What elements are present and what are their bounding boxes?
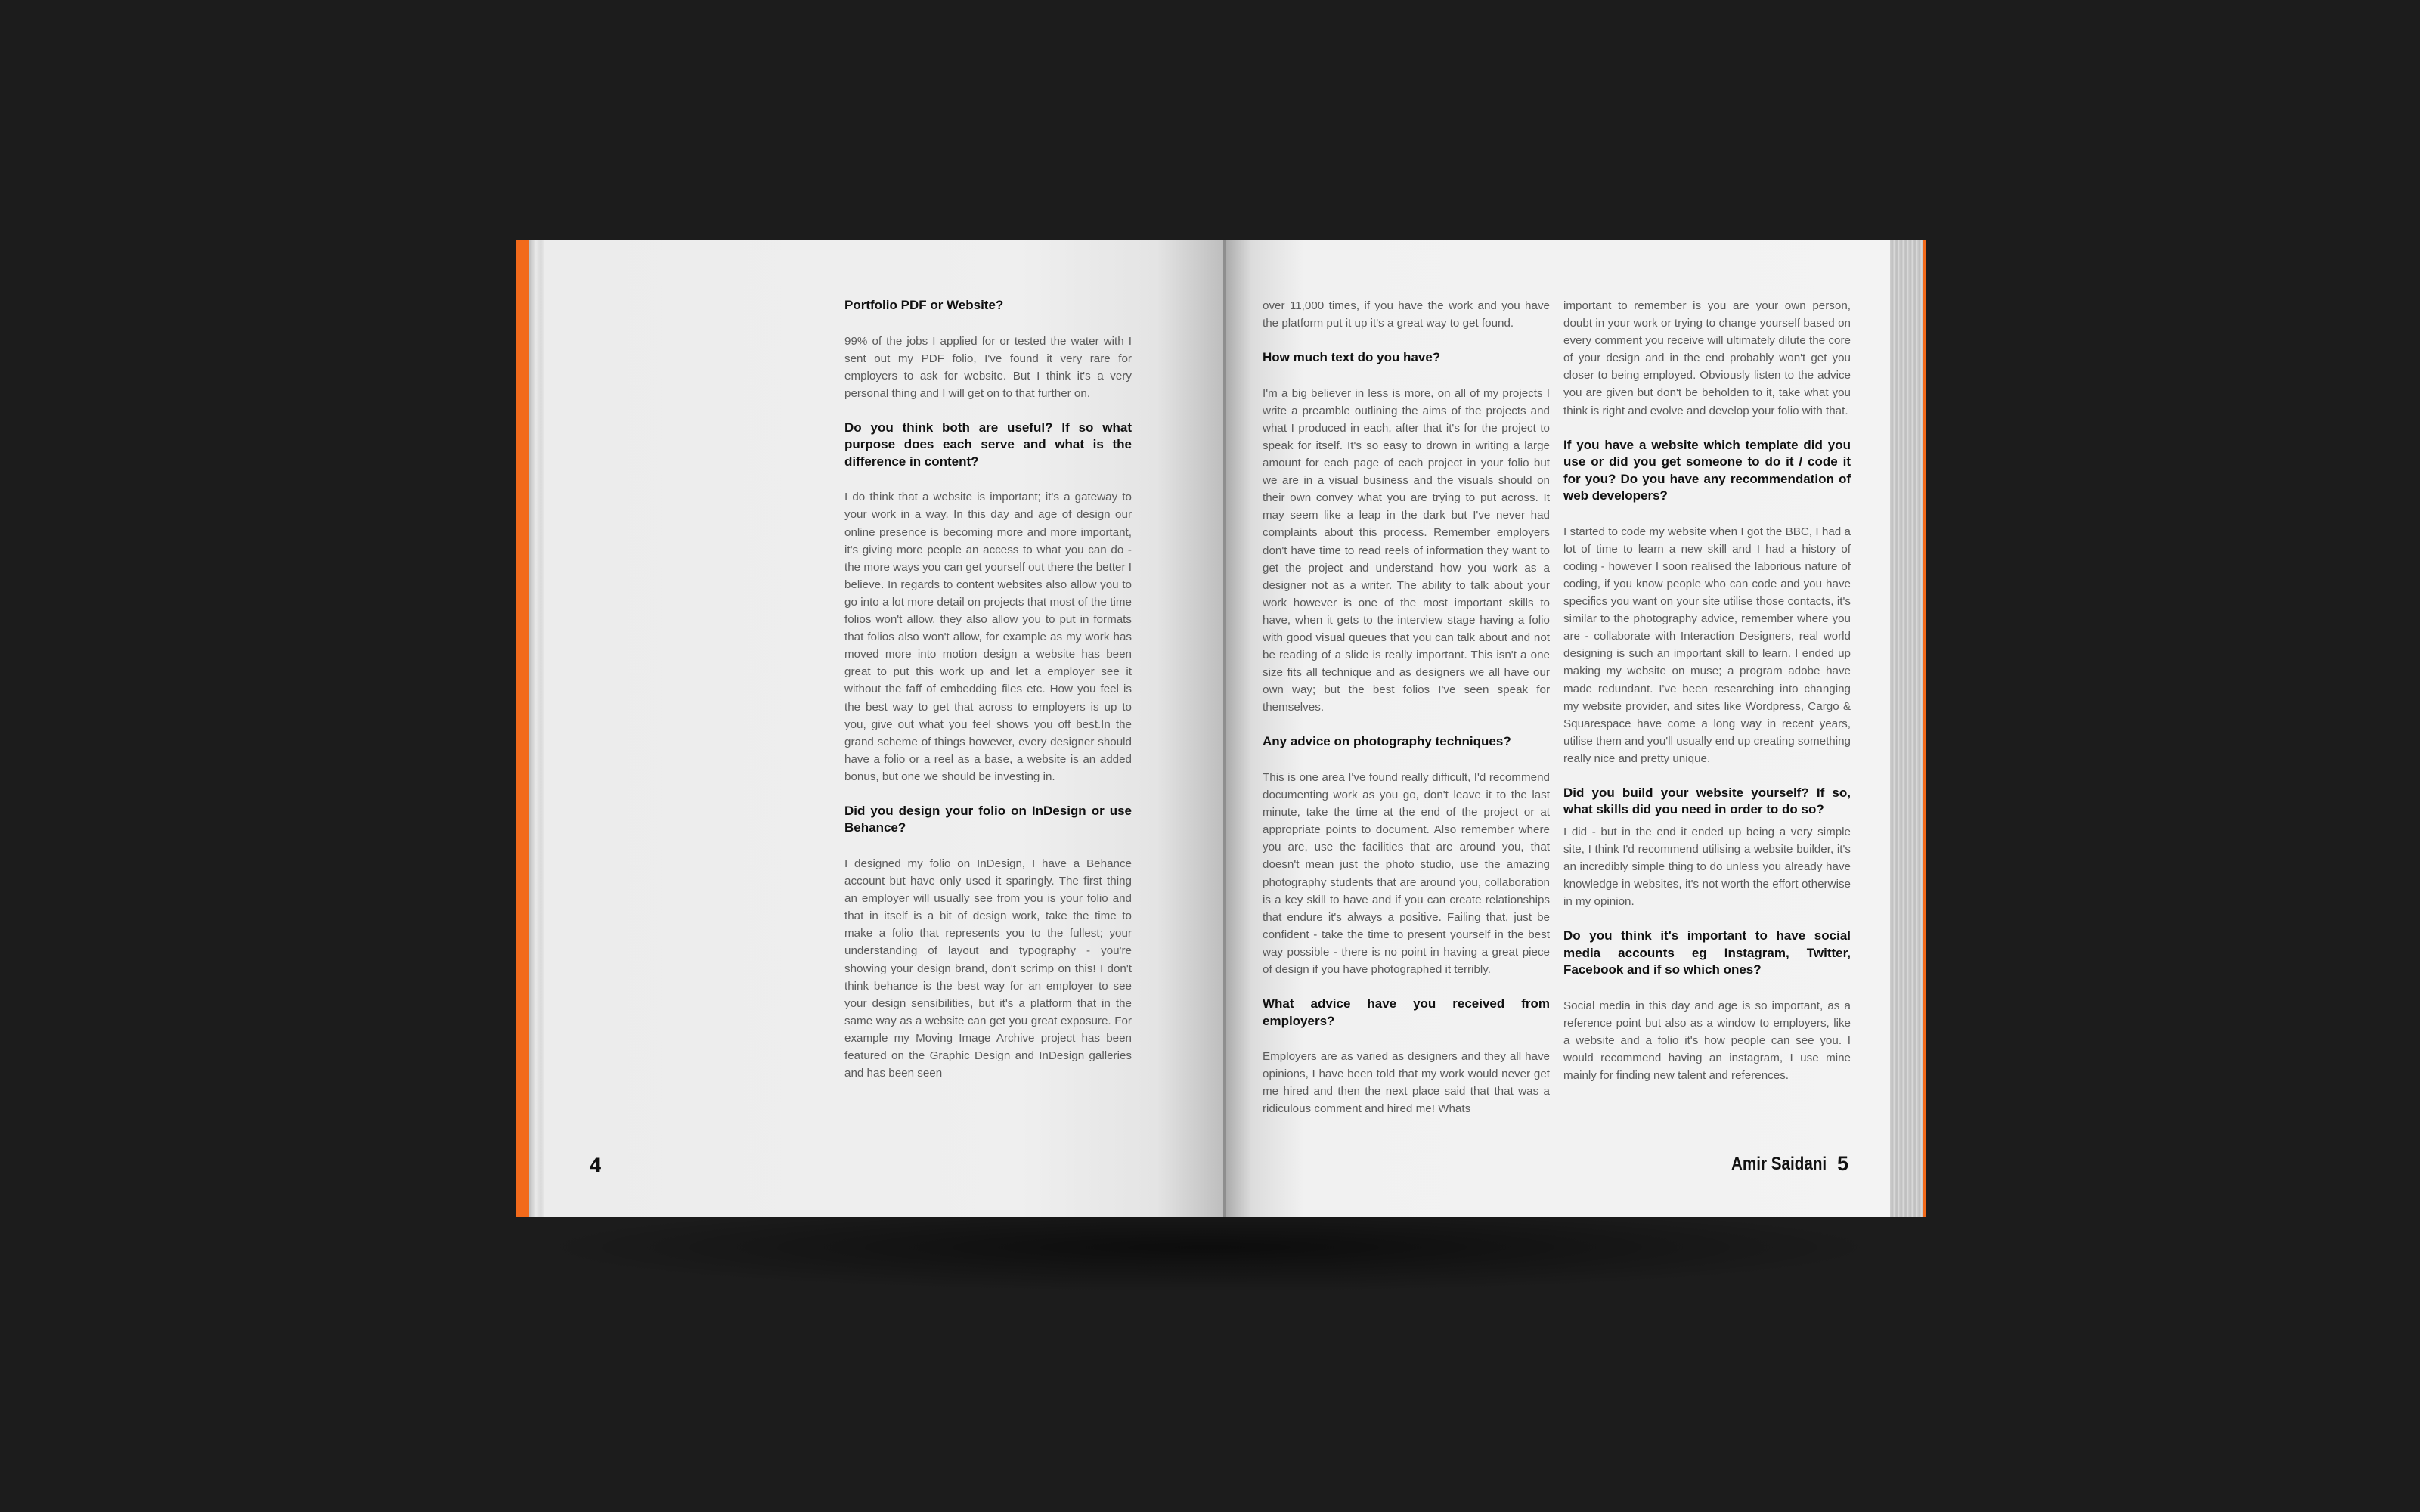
question-heading: If you have a website which template did you use or did you get someone to do it / code it for you? Do you have any recommendation of web developers?	[1563, 437, 1851, 503]
answer-paragraph: important to remember is you are your own person, doubt in your work or trying to change yourself based on every comment you receive will ultimately dilute the core of your design and in the end probably won't get you closer to being employed. Obviously listen to the advice you are given but don't be beholden to it, take what you think is right and evolve and develop your folio with that.	[1563, 299, 1851, 417]
right-page-column-1	[1263, 297, 1550, 1135]
answer-paragraph: over 11,000 times, if you have the work and you have the platform put it up it's a great way to get found.	[1263, 299, 1550, 330]
question-heading: Do you think both are useful? If so what purpose does each serve and what is the difference in content?	[844, 420, 1132, 469]
book-gutter	[1223, 240, 1226, 1217]
question-heading: What advice have you received from employers?	[1263, 996, 1550, 1028]
answer-paragraph: This is one area I've found really difficult, I'd recommend documenting work as you go, don't leave it to the last minute, take the time at the end of the project or at appropriate points to document. Also remember where you are, use the facilities that are around you, that doesn't mean just the photo studio, use the amazing photography students that are around you, collaboration is a key skill to have and if you can create relationships that endure it's always a positive. Failing that, just be confident - take the time to present yourself in the best way possible - there is no point in having a great piece of design if you have photographed it terribly.	[1263, 770, 1550, 976]
answer-paragraph: I started to code my website when I got the BBC, I had a lot of time to learn a new skill and I had a history of coding - however I soon realised the laborious nature of coding, if you know people who can code and you have specifics you want on your site utilise those contacts, it's similar to the photography advice, remember where you are - collaborate with Interaction Designers, real world designing is such an important skill to learn. I ended up making my website on muse; a program adobe have made redundant. I've been researching into changing my website provider, and sites like Wordpress, Cargo & Squarespace have come a long way in recent years, utilise them and you'll usually end up creating something really nice and pretty unique.	[1563, 525, 1851, 765]
question-heading: Did you design your folio on InDesign or use Behance?	[844, 803, 1132, 835]
back-cover-orange-edge	[1923, 240, 1926, 1217]
left-page-edges	[529, 240, 546, 1217]
right-page-column-2	[1563, 297, 1851, 1101]
question-heading: Do you think it's important to have social media accounts eg Instagram, Twitter, Facebook and if so which ones?	[1563, 928, 1851, 978]
question-heading: Did you build your website yourself? If so, what skills did you need in order to do so?	[1563, 785, 1851, 817]
left-page-number: 4	[590, 1154, 602, 1176]
question-heading: Any advice on photography techniques?	[1263, 734, 1511, 749]
answer-paragraph: Employers are as varied as designers and they all have opinions, I have been told that my work would never get me hired and then the next place said that that was a ridiculous comment and hired me! Whats	[1263, 1050, 1550, 1116]
right-page-edges	[1890, 240, 1923, 1217]
running-footer-author: Amir Saidani	[1731, 1154, 1827, 1174]
answer-paragraph: Social media in this day and age is so important, as a reference point but also as a window to employers, like a website and a folio it's how people can see you. I would recommend having an instagram, I use mine mainly for finding new talent and references.	[1563, 999, 1851, 1083]
answer-paragraph: I do think that a website is important; it's a gateway to your work in a way. In this day and age of design our online presence is becoming more and more important, it's giving more people an access to what you can do - the more ways you can get yourself out there the better I believe. In regards to content websites also allow you to go into a lot more detail on projects that most of the time folios won't allow, they also allow you to put in formats that folios also won't allow, for example as my work has moved more into motion design a website has been great to put this work up and let a employer see it without the faff of embedding files etc. How you feel is the best way to get that across to employers is up to you, give out what you feel shows you off best.In the grand scheme of things however, every designer should have a folio or a reel as a base, a website is an added bonus, but one we should be investing in.	[844, 491, 1132, 783]
answer-paragraph: I'm a big believer in less is more, on all of my projects I write a preamble outlining the aims of the projects and what I produced in each, after that it's for the project to speak for itself. It's so easy to drown in writing a large amount for each page of each project in your folio but we are in a visual business and the visuals should on their own convey what you are trying to put across. It may seem like a leap in the dark but I've never had complaints about this process. Remember employers don't have time to read reels of information they want to get the project and understand how you work as a designer not as a writer. The ability to talk about your work however is one of the most important skills to have, when it gets to the interview stage having a folio with good visual queues that you can talk about and not be reading of a slide is really important. This isn't a one size fits all technique and as designers we all have our own way; but the best folios I've seen speak for themselves.	[1263, 386, 1550, 714]
right-page-number: 5	[1837, 1152, 1849, 1175]
answer-paragraph: 99% of the jobs I applied for or tested the water with I sent out my PDF folio, I've found it very rare for employers to ask for website. But I think it's a very personal thing and I will get on to that further on.	[844, 334, 1132, 400]
question-heading: How much text do you have?	[1263, 350, 1441, 365]
book-spine-orange	[516, 240, 531, 1217]
question-heading: Portfolio PDF or Website?	[844, 298, 1004, 312]
left-page-column	[844, 297, 1132, 1099]
answer-paragraph: I designed my folio on InDesign, I have a Behance account but have only used it sparingly. The first thing an employer will usually see from you is your folio and that in itself is a bit of design work, take the time to make a folio that represents you to the fullest; your understanding of layout and typography - you're showing your design brand, don't scrimp on this! I don't think behance is the best way for an employer to see your design sensibilities, but it's a platform that in the same way as a website can get you great exposure. For example my Moving Image Archive project has been featured on the Graphic Design and InDesign galleries and has been seen	[844, 857, 1132, 1080]
answer-paragraph: I did - but in the end it ended up being a very simple site, I think I'd recommend utilising a website builder, it's an incredibly simple thing to do unless you already have knowledge in websites, it's not worth the effort otherwise in my opinion.	[1563, 825, 1851, 909]
